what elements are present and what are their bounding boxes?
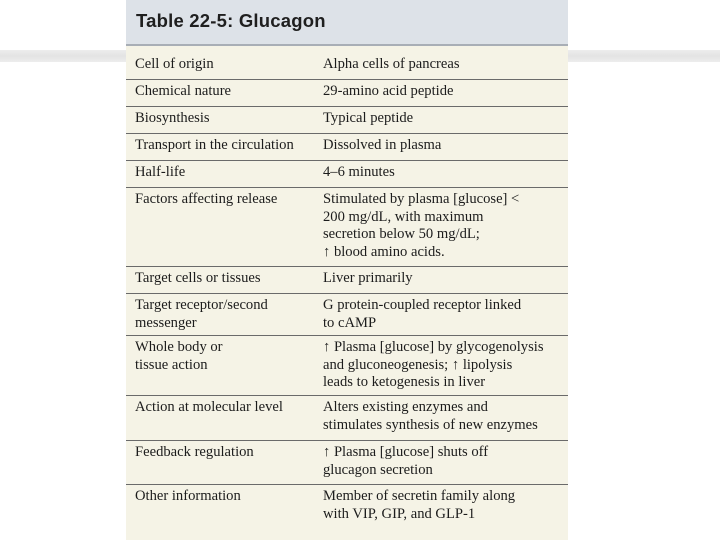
row-label: Target receptor/second messenger (135, 297, 268, 331)
table-row (126, 336, 568, 396)
row-label: Target cells or tissues (135, 270, 261, 286)
table-row (126, 53, 568, 80)
row-value: Alters existing enzymes and stimulates synthesis of new enzymes (323, 399, 538, 433)
row-value: Dissolved in plasma (323, 137, 442, 153)
row-value: ↑ Plasma [glucose] shuts off glucagon secretion (323, 444, 489, 478)
row-label: Other information (135, 488, 241, 504)
row-value: G protein-coupled receptor linked to cAMP (323, 297, 522, 331)
table-row (126, 267, 568, 294)
row-value: 29-amino acid peptide (323, 83, 454, 99)
row-value: 4–6 minutes (323, 164, 395, 180)
row-label: Factors affecting release (135, 191, 278, 207)
table-row (126, 161, 568, 188)
row-label: Action at molecular level (135, 399, 283, 415)
row-value: Liver primarily (323, 270, 413, 286)
row-label: Whole body or tissue action (135, 339, 223, 373)
table-row (126, 485, 568, 529)
row-value: Member of secretin family along with VIP, GIP, and GLP-1 (323, 488, 516, 522)
table-row (126, 80, 568, 107)
row-label: Transport in the circulation (135, 137, 294, 153)
table-row (126, 396, 568, 441)
table-row (126, 294, 568, 336)
row-value: Alpha cells of pancreas (323, 56, 460, 72)
row-value: ↑ Plasma [glucose] by glycogenolysis and gluconeogenesis; ↑ lipolysis leads to ketogenesis in liver (323, 339, 544, 390)
table-row (126, 441, 568, 485)
table-body (126, 53, 568, 529)
row-value: Stimulated by plasma [glucose] < 200 mg/dL, with maximum secretion below 50 mg/dL; ↑ blood amino acids. (323, 191, 520, 260)
row-label: Chemical nature (135, 83, 232, 99)
table-row (126, 107, 568, 134)
table-title-bar (126, 0, 568, 46)
row-label: Half-life (135, 164, 186, 180)
table-row (126, 188, 568, 267)
row-label: Biosynthesis (135, 110, 210, 126)
table-panel (126, 0, 568, 540)
table-row (126, 134, 568, 161)
row-label: Cell of origin (135, 56, 214, 72)
row-value: Typical peptide (323, 110, 414, 126)
row-label: Feedback regulation (135, 444, 254, 460)
table-title: Table 22-5: Glucagon (136, 10, 326, 31)
